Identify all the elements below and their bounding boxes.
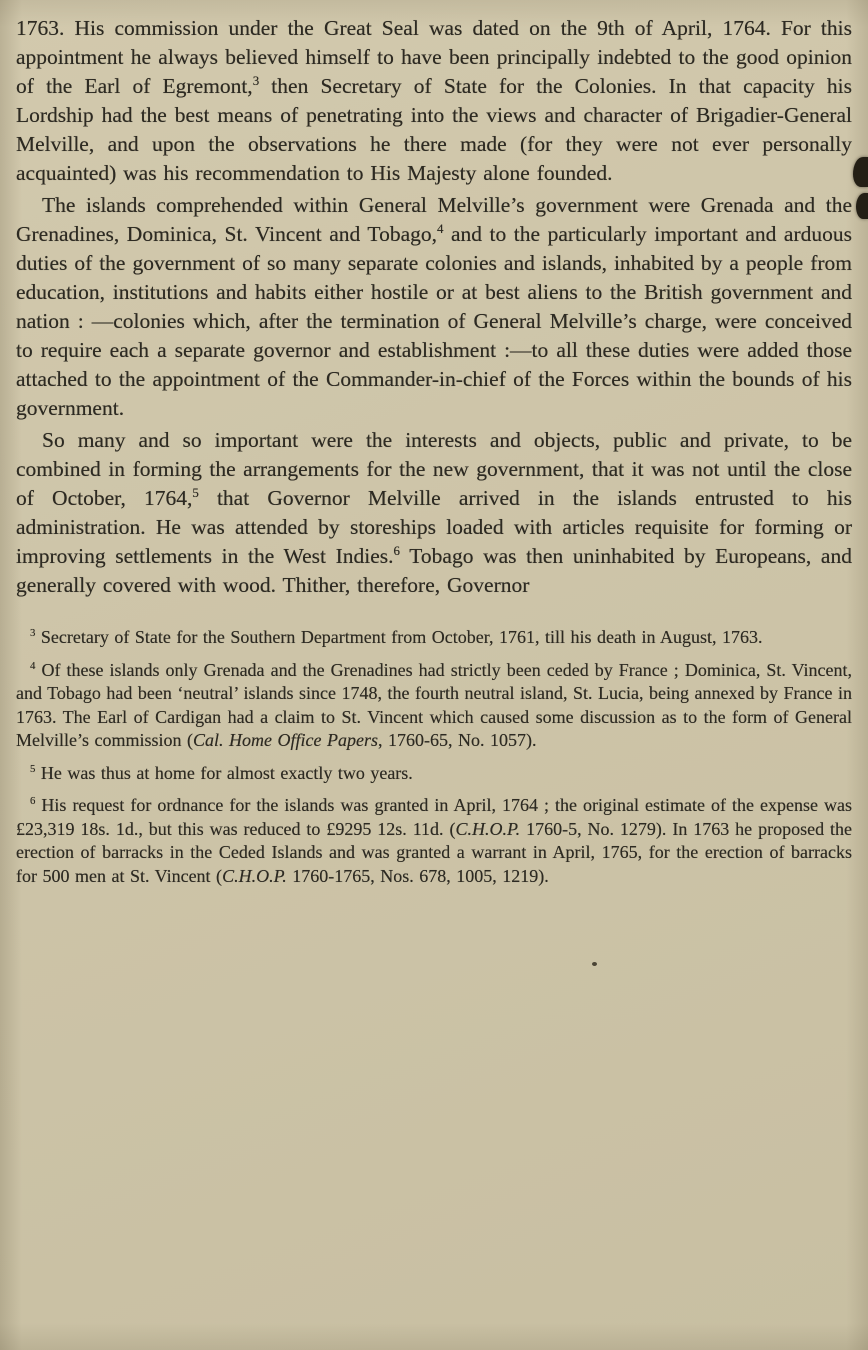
footnotes-block — [16, 626, 852, 888]
footnote: $^6$ His request for ordnance for the islands was granted in April, 1764 ; the original estimate of the expense was £23,319 18s. 1d., but this was reduced to £9295 12s. 11d. (C.H.O.P. 1760-5, No. 1279). In 1763 he proposed the erection of barracks in the Ceded Islands and was granted a warrant in April, 1765, for the erection of barracks for 500 men at St. Vincent (C.H.O.P. 1760-1765, Nos. 678, 1005, 1219). — [16, 795, 852, 886]
paragraph: The islands comprehended within General Melville’s government were Grenada and the Grenadines, Dominica, St. Vincent and Tobago,$^4$ and to the particularly important and arduous duties of the government of so many separate colonies and islands, inhabited by a people from education, institutions and habits either hostile or at best aliens to the British government and nation : —colonies which, after the termination of General Melville’s charge, were conceived to require each a separate governor and establishment :—to all these duties were added those attached to the appointment of the Commander-in-chief of the Forces within the bounds of his government. — [16, 193, 852, 420]
paragraph: 1763. His commission under the Great Seal was dated on the 9th of April, 1764. For this appointment he always believed himself to have been principally indebted to the good opinion of the Earl of Egremont,$^3$ then Secretary of State for the Colonies. In that capacity his Lordship had the best means of penetrating into the views and character of Brigadier-General Melville, and upon the observations he there made (for they were not ever personally acquainted) was his recommendation to His Majesty alone founded. — [16, 16, 852, 185]
footnote-ref: 6 — [393, 543, 400, 558]
footnote-ref: 4 — [436, 221, 444, 236]
ink-stain — [853, 157, 868, 187]
italic-citation: Cal. Home Office Papers — [193, 730, 378, 750]
footnote-ref: 4 — [30, 659, 36, 672]
italic-citation: C.H.O.P. — [455, 818, 521, 839]
footnote-ref: 3 — [252, 73, 260, 88]
italic-citation: C.H.O.P. — [222, 865, 287, 886]
stray-ink-dot — [592, 962, 597, 966]
footnote: $^4$ Of these islands only Grenada and the Grenadines had strictly been ceded by France ; Dominica, St. Vincent, and Tobago had been ‘neutral’ islands since 1748, the fourth neutral island, St. Lucia, being annexed by France in 1763. The Earl of Cardigan had a claim to St. Vincent which caused some discussion as to the form of General Melville’s commission (Cal. Home Office Papers, 1760-65, No. 1057). — [16, 659, 852, 750]
footnote-ref: 5 — [30, 762, 36, 775]
footnote-ref: 6 — [30, 795, 36, 807]
main-text-block — [16, 14, 852, 600]
footnote-ref: 3 — [30, 627, 36, 639]
paragraph: So many and so important were the interests and objects, public and private, to be combined in forming the arrangements for the new government, that it was not until the close of October, 1764,$^5$ that Governor Melville arrived in the islands entrusted to his administration. He was attended by storeships loaded with articles requisite for forming or improving settlements in the West Indies.$^6$ Tobago was then uninhabited by Europeans, and generally covered with wood. Thither, therefore, Governor — [16, 428, 852, 597]
footnote: $^3$ Secretary of State for the Southern Department from October, 1761, till his death in August, 1763. — [30, 627, 763, 647]
footnote-ref: 5 — [192, 485, 199, 500]
ink-stain — [856, 193, 868, 219]
footnote: $^5$ He was thus at home for almost exactly two years. — [30, 762, 413, 783]
